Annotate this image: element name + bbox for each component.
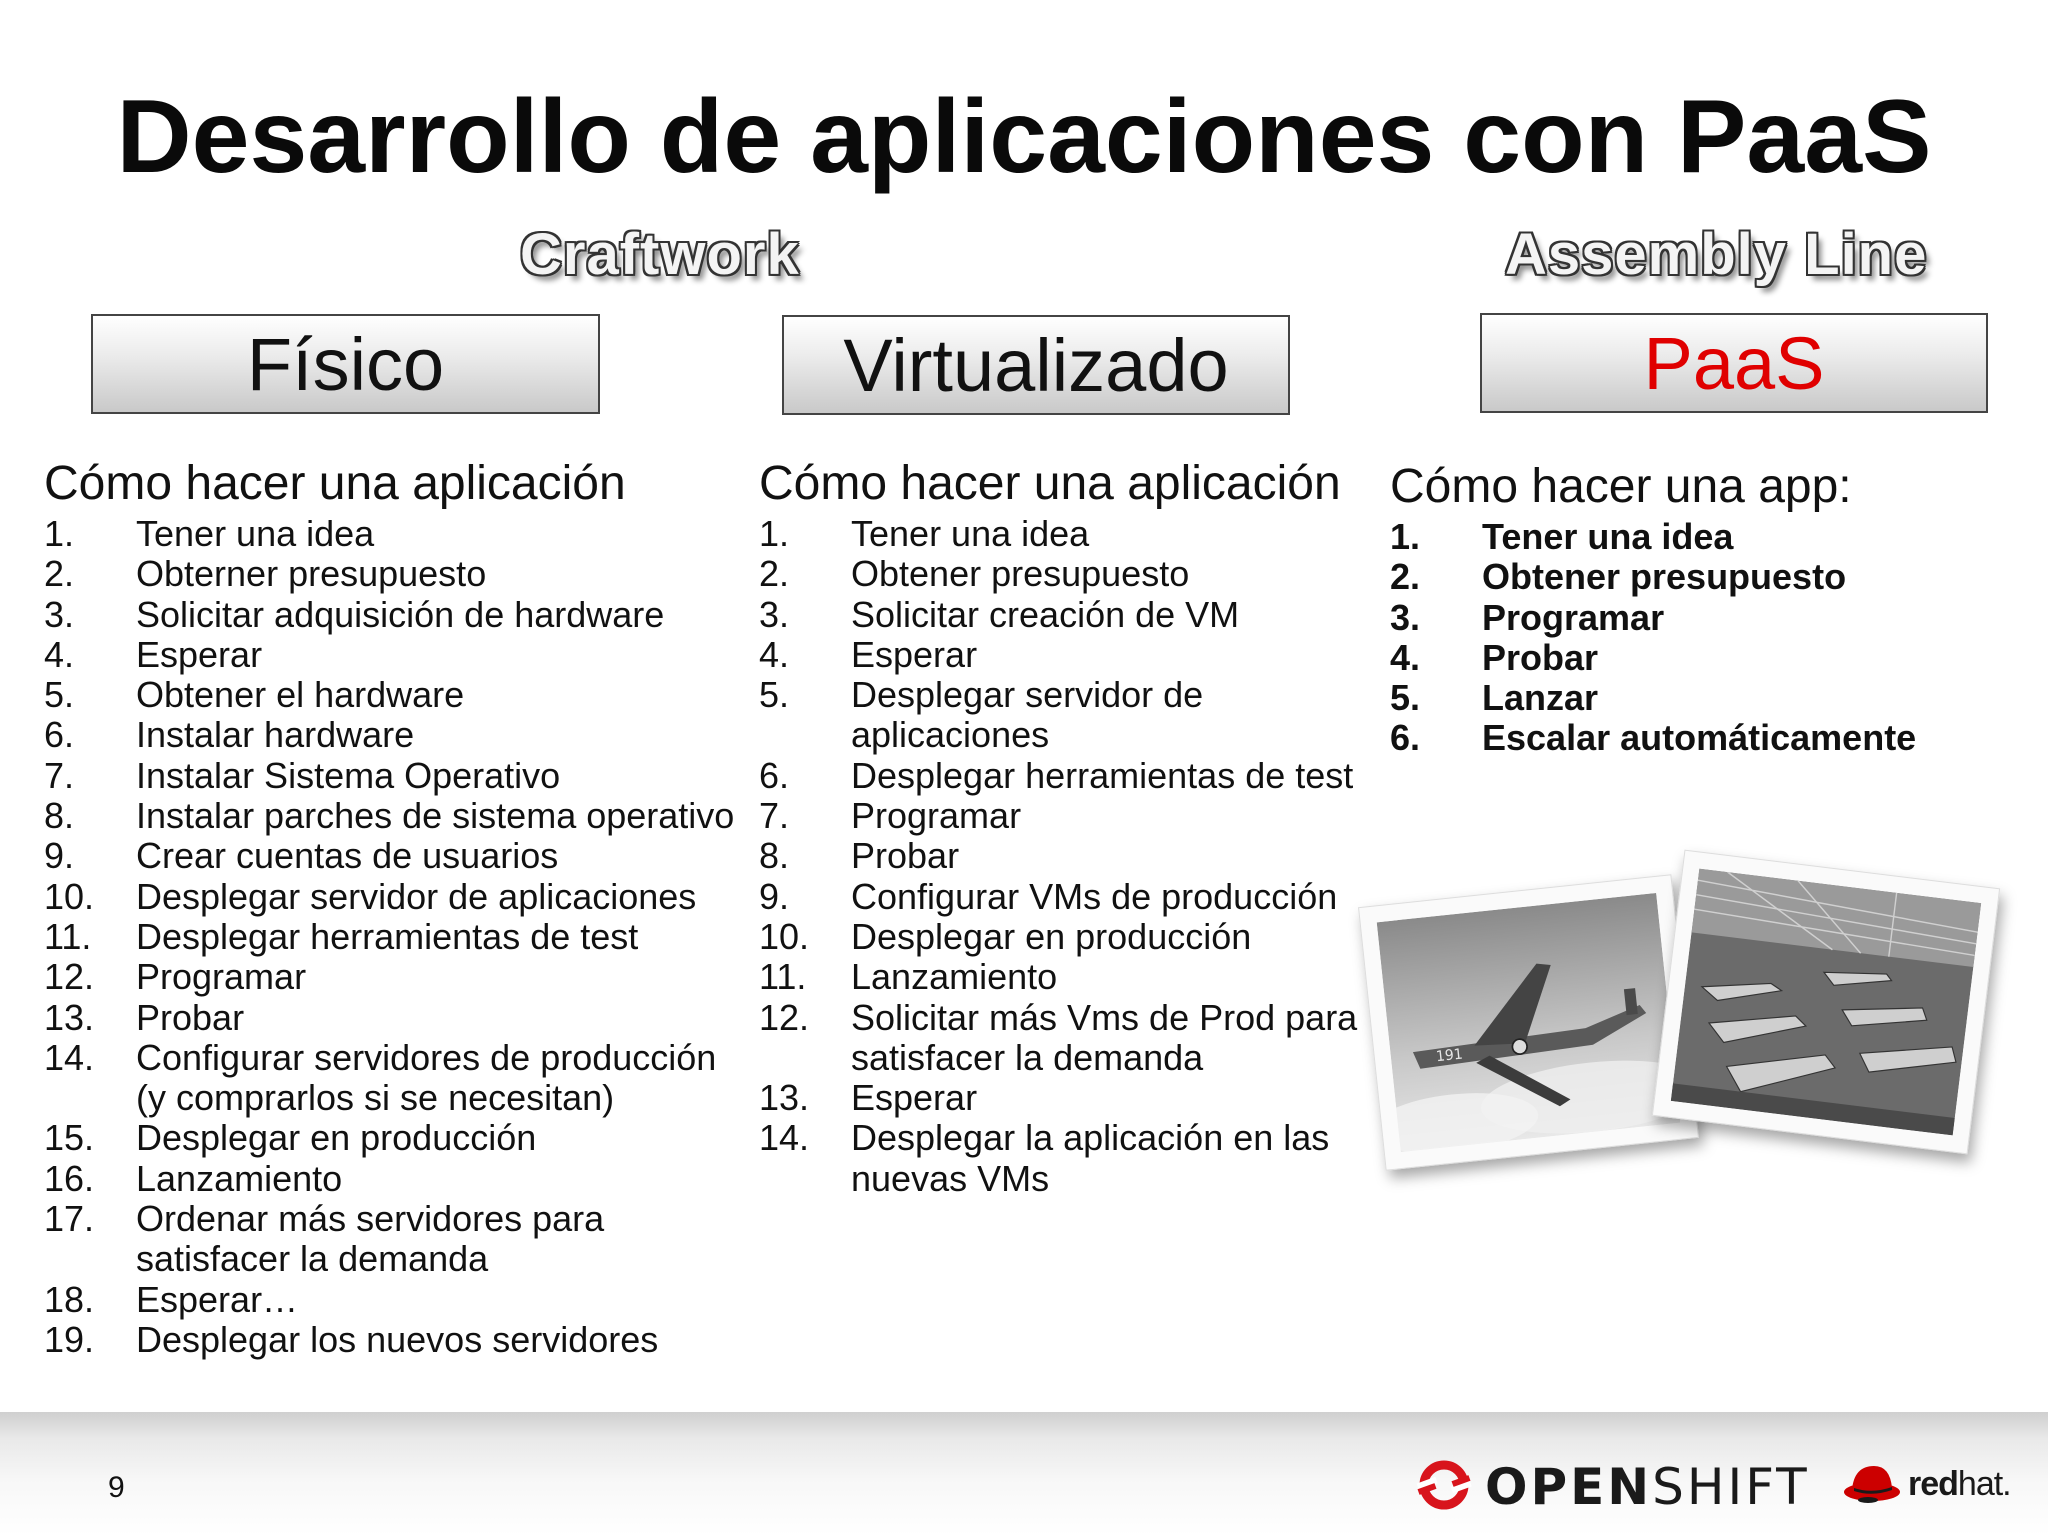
column-virtualizado <box>759 458 1359 1199</box>
step-text: Esperar <box>851 633 978 675</box>
step-number: 4. <box>759 633 790 675</box>
step-text: Obterner presupuesto <box>136 553 487 595</box>
step-item <box>44 1038 744 1119</box>
column-paas <box>1390 461 2010 759</box>
step-item <box>44 836 744 876</box>
step-number: 16. <box>44 1157 95 1199</box>
step-text: Desplegar servidor de aplicaciones <box>136 875 697 917</box>
step-text: Obtener el hardware <box>136 674 465 716</box>
redhat-shadowman-icon <box>1842 1458 1902 1511</box>
label-box-fisico: Físico <box>91 314 600 414</box>
step-text: Probar <box>851 835 960 877</box>
step-number: 1. <box>1390 516 1421 557</box>
step-item <box>1390 598 2010 638</box>
step-number: 19. <box>44 1318 95 1360</box>
step-number: 4. <box>1390 636 1421 678</box>
step-text: Tener una idea <box>136 513 375 554</box>
step-number: 18. <box>44 1278 95 1320</box>
step-item <box>44 675 744 715</box>
step-number: 8. <box>759 835 790 877</box>
step-item <box>44 796 744 836</box>
step-number: 14. <box>759 1117 810 1159</box>
step-text: Probar <box>1482 636 1599 678</box>
redhat-wordmark-bold: red <box>1908 1465 1958 1503</box>
step-number: 7. <box>759 795 790 837</box>
step-number: 17. <box>44 1198 95 1240</box>
step-text: Lanzamiento <box>136 1157 343 1199</box>
step-number: 14. <box>44 1036 95 1078</box>
step-text: Desplegar en producción <box>851 915 1252 957</box>
step-item <box>44 715 744 755</box>
steps-list <box>44 514 744 1360</box>
step-number: 2. <box>759 553 790 595</box>
step-number: 12. <box>759 996 810 1038</box>
page-number: 9 <box>108 1471 125 1504</box>
step-item <box>44 1280 744 1320</box>
step-number: 5. <box>759 674 790 716</box>
step-number: 12. <box>44 956 95 998</box>
step-text: Instalar Sistema Operativo <box>136 754 561 796</box>
step-text: Programar <box>1482 596 1665 638</box>
step-item <box>759 917 1359 957</box>
step-item <box>759 554 1359 594</box>
step-item <box>759 756 1359 796</box>
column-heading: Cómo hacer una aplicación <box>759 457 1341 510</box>
step-item <box>44 1159 744 1199</box>
step-item <box>44 514 744 554</box>
step-text: Obtener presupuesto <box>851 553 1190 595</box>
step-text: Programar <box>851 795 1022 837</box>
step-number: 8. <box>44 795 75 837</box>
step-item <box>1390 557 2010 597</box>
step-text: Desplegar servidor de aplicaciones <box>851 674 1204 756</box>
step-item <box>1390 638 2010 678</box>
step-text: Desplegar herramientas de test <box>136 915 639 957</box>
step-number: 5. <box>44 674 75 716</box>
step-number: 1. <box>44 513 75 554</box>
step-number: 5. <box>1390 677 1421 719</box>
step-text: Desplegar herramientas de test <box>851 754 1354 796</box>
column-heading: Cómo hacer una aplicación <box>44 457 626 510</box>
step-text: Esperar <box>136 633 263 675</box>
step-item <box>44 998 744 1038</box>
step-text: Solicitar creación de VM <box>851 593 1240 635</box>
redhat-logo <box>1842 1458 2011 1511</box>
step-number: 6. <box>1390 717 1421 759</box>
step-text: Desplegar los nuevos servidores <box>136 1318 659 1360</box>
openshift-wordmark <box>1485 1458 1810 1516</box>
slide-title: Desarrollo de aplicaciones con PaaS <box>116 79 1932 195</box>
openshift-wordmark-bold: OPEN <box>1485 1458 1653 1516</box>
step-item <box>44 595 744 635</box>
step-item <box>759 877 1359 917</box>
step-item <box>44 1199 744 1280</box>
plane-marking: 191 <box>1435 1046 1464 1066</box>
step-item <box>759 635 1359 675</box>
openshift-ring-icon <box>1415 1456 1473 1519</box>
step-number: 11. <box>759 956 807 998</box>
redhat-wordmark <box>1908 1465 2011 1504</box>
subtitle-craftwork: Craftwork <box>520 222 800 287</box>
step-number: 7. <box>44 754 75 796</box>
step-number: 4. <box>44 633 75 675</box>
steps-list <box>759 514 1359 1199</box>
step-item <box>759 1118 1359 1199</box>
step-number: 9. <box>44 835 75 877</box>
step-text: Lanzamiento <box>851 956 1058 998</box>
step-item <box>1390 718 2010 758</box>
step-item <box>44 756 744 796</box>
step-number: 13. <box>44 996 95 1038</box>
step-number: 2. <box>44 553 75 595</box>
column-fisico <box>44 458 744 1360</box>
step-number: 9. <box>759 875 790 917</box>
step-item <box>44 554 744 594</box>
step-number: 10. <box>759 915 810 957</box>
step-item <box>44 635 744 675</box>
step-text: Lanzar <box>1482 677 1599 719</box>
step-number: 11. <box>44 915 92 957</box>
openshift-logo <box>1415 1455 1810 1519</box>
step-text: Instalar parches de sistema operativo <box>136 795 735 837</box>
step-text: Tener una idea <box>1482 516 1734 557</box>
redhat-wordmark-light: hat. <box>1957 1465 2011 1503</box>
photos-group <box>1365 850 2015 1170</box>
step-item <box>44 877 744 917</box>
step-number: 6. <box>759 754 790 796</box>
step-text: Configurar servidores de producción (y comprarlos si se necesitan) <box>136 1036 717 1119</box>
label-box-virtualizado: Virtualizado <box>782 315 1290 415</box>
step-text: Esperar <box>851 1077 978 1119</box>
step-number: 1. <box>759 513 790 554</box>
step-number: 3. <box>759 593 790 635</box>
step-item <box>1390 517 2010 557</box>
step-text: Solicitar más Vms de Prod para satisfacer la demanda <box>851 996 1358 1078</box>
label-box-paas: PaaS <box>1480 313 1988 413</box>
step-text: Configurar VMs de producción <box>851 875 1338 917</box>
step-item <box>759 595 1359 635</box>
step-item <box>759 957 1359 997</box>
step-item <box>759 836 1359 876</box>
step-item <box>759 796 1359 836</box>
photo-aircraft-factory <box>1652 850 2000 1155</box>
step-text: Obtener presupuesto <box>1482 556 1847 598</box>
step-number: 3. <box>44 593 75 635</box>
step-text: Esperar… <box>136 1278 299 1320</box>
step-number: 3. <box>1390 596 1421 638</box>
step-number: 6. <box>44 714 75 756</box>
openshift-wordmark-light: SHIFT <box>1652 1458 1810 1516</box>
subtitle-assembly-line: Assembly Line <box>1505 222 1928 287</box>
step-item <box>759 514 1359 554</box>
steps-list <box>1390 517 2010 759</box>
step-item <box>1390 678 2010 718</box>
step-text: Ordenar más servidores para satisfacer la demanda <box>136 1198 605 1280</box>
step-number: 13. <box>759 1077 810 1119</box>
step-text: Tener una idea <box>851 513 1090 554</box>
step-item <box>759 1078 1359 1118</box>
step-text: Crear cuentas de usuarios <box>136 835 559 877</box>
step-item <box>44 1320 744 1360</box>
step-item <box>44 957 744 997</box>
step-number: 10. <box>44 875 95 917</box>
step-item <box>44 1118 744 1158</box>
column-heading: Cómo hacer una app: <box>1390 460 1852 513</box>
step-text: Probar <box>136 996 245 1038</box>
step-text: Escalar automáticamente <box>1482 717 1917 759</box>
step-text: Programar <box>136 956 307 998</box>
step-item <box>759 998 1359 1079</box>
step-text: Desplegar en producción <box>136 1117 537 1159</box>
step-item <box>44 917 744 957</box>
step-text: Desplegar la aplicación en las nuevas VMs <box>851 1117 1330 1199</box>
step-text: Instalar hardware <box>136 714 415 756</box>
step-text: Solicitar adquisición de hardware <box>136 593 665 635</box>
step-number: 15. <box>44 1117 95 1159</box>
step-item <box>759 675 1359 756</box>
step-number: 2. <box>1390 556 1421 598</box>
photo-bomber-plane <box>1358 874 1699 1170</box>
